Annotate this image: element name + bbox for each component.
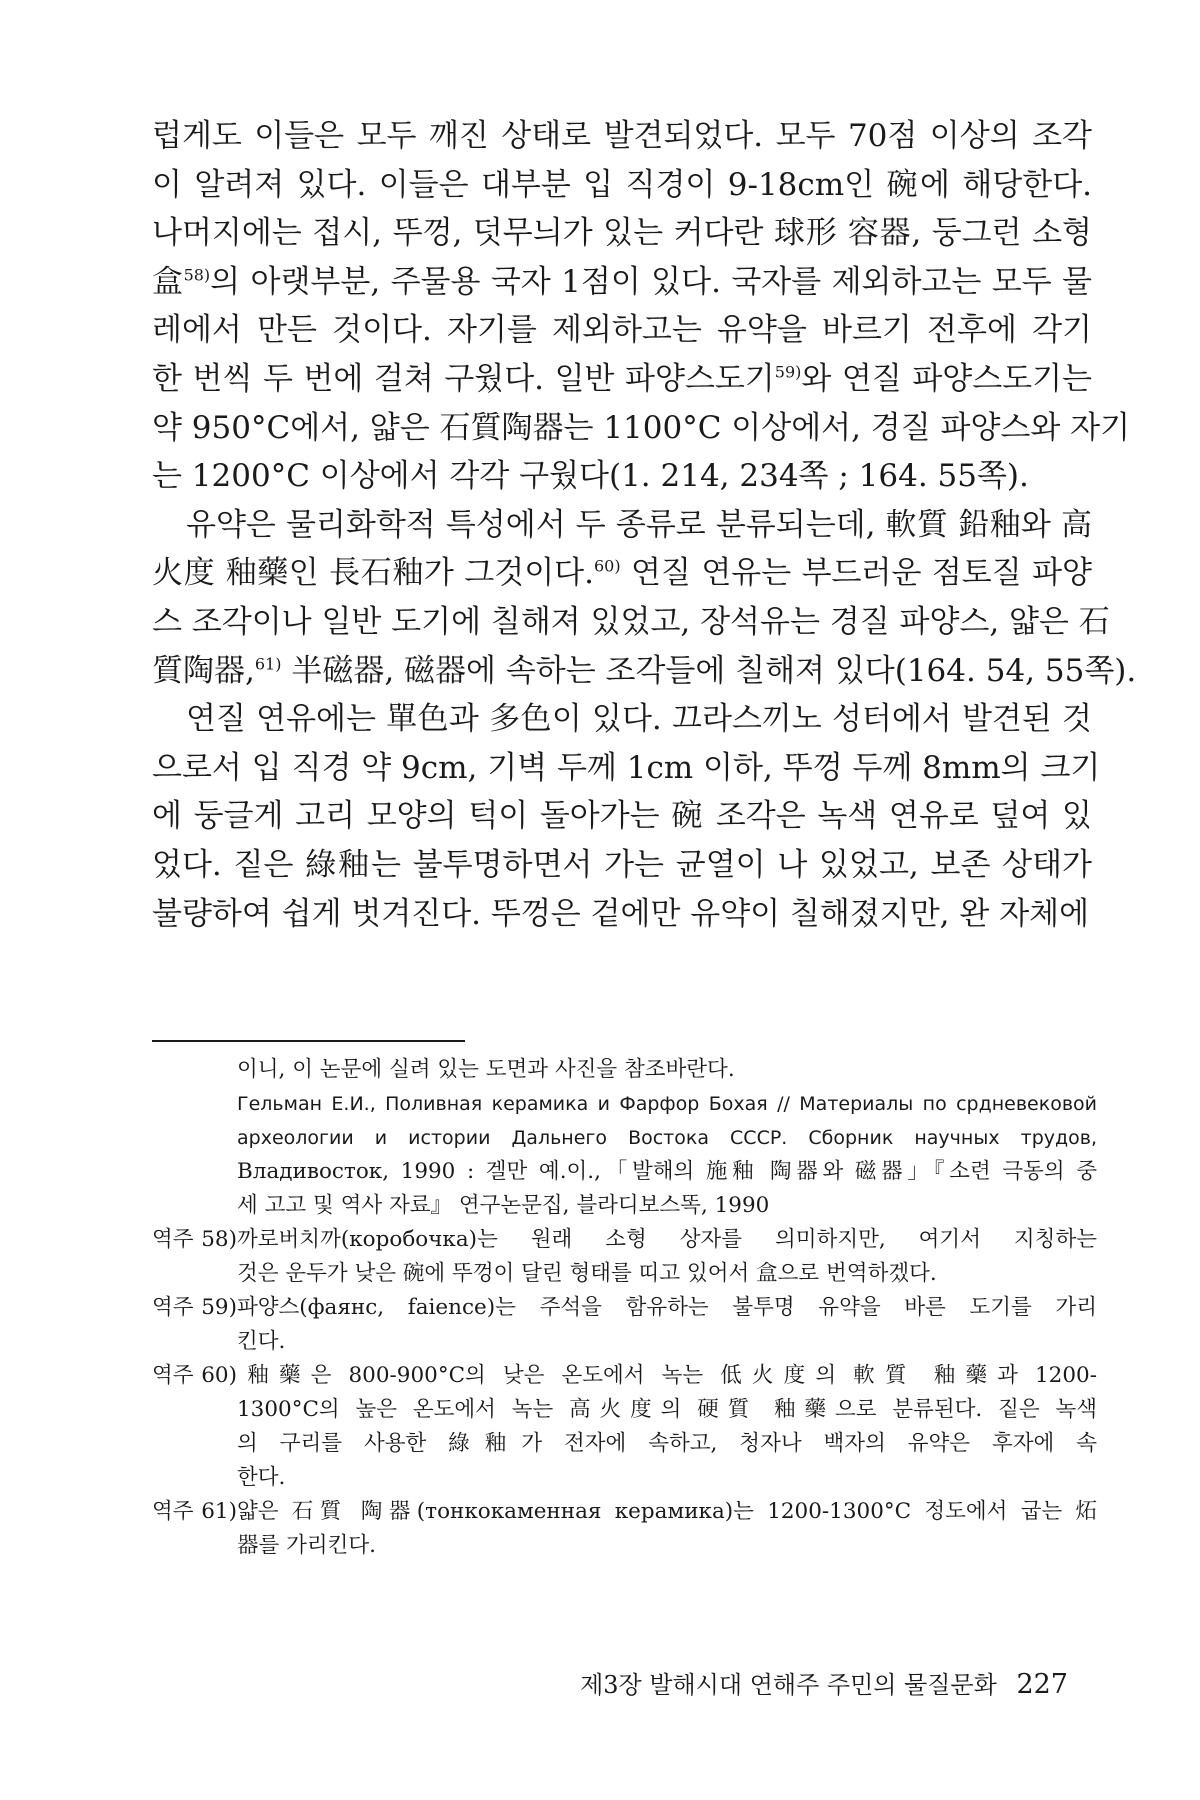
footnote-rule <box>152 1040 465 1042</box>
note-first-line <box>152 1495 1097 1529</box>
body-line <box>152 258 1092 307</box>
note-line: 1300°C의 높은 온도에서 녹는 高火度의 硬質 釉藥으로 분류된다. 짙은 녹색 <box>237 1397 1097 1422</box>
note-line: 의 구리를 사용한 綠釉가 전자에 속하고, 청자나 백자의 유약은 후자에 속 <box>237 1431 1097 1456</box>
translator-note <box>152 1495 1097 1563</box>
running-head: 제3장 발해시대 연해주 주민의 물질문화 <box>580 1671 997 1699</box>
body-text-segment: 火度 釉藥인 長石釉가 그것이다. <box>152 555 594 592</box>
note-label: 역주 59) <box>152 1295 237 1320</box>
note-text: 까로버치까(коробочка)는 원래 소형 상자를 의미하지만, 여기서 지칭하는 <box>237 1227 1097 1252</box>
body-line: 나머지에는 접시, 뚜껑, 덧무늬가 있는 커다란 球形 容器, 둥그런 소형 <box>152 215 1092 252</box>
page-footer <box>580 1665 1068 1700</box>
note-label: 역주 60) <box>152 1363 237 1388</box>
body-text-segment: 盒 <box>152 263 184 300</box>
note-text: 파양스(фаянс, faience)는 주석을 함유하는 불투명 유약을 바른 도기를 가리 <box>237 1295 1097 1320</box>
footnote-ref: 58) <box>183 265 211 285</box>
note-line: 器를 가리킨다. <box>237 1533 377 1558</box>
body-line: 유약은 물리화학적 특성에서 두 종류로 분류되는데, 軟質 鉛釉와 高 <box>186 506 1092 543</box>
body-line: 럽게도 이들은 모두 깨진 상태로 발견되었다. 모두 70점 이상의 조각 <box>152 118 1092 154</box>
body-text-segment: 半磁器, 磁器에 속하는 조각들에 칠해져 있다(164. 54, 55쪽). <box>281 652 1137 689</box>
page-number: 227 <box>1016 1669 1068 1700</box>
note-line: 한다. <box>237 1465 286 1490</box>
footnote-line: 세 고고 및 역사 자료』 연구논문집, 블라디보스똑, 1990 <box>237 1193 770 1218</box>
body-line: 이 알려져 있다. 이들은 대부분 입 직경이 9-18cm인 碗에 해당한다. <box>152 166 1092 203</box>
footnote-line: 이니, 이 논문에 실려 있는 도면과 사진을 참조바란다. <box>237 1057 735 1082</box>
footnote-line: археологии и истории Дальнего Востока СССР. Сборник научных трудов, <box>237 1127 1097 1149</box>
body-line: 스 조각이나 일반 도기에 칠해져 있었고, 장석유는 경질 파양스, 얇은 石 <box>152 603 1110 640</box>
body-text-segment: 와 연질 파양스도기는 <box>801 360 1092 397</box>
body-line: 연질 연유에는 單色과 多色이 있다. 끄라스끼노 성터에서 발견된 것 <box>186 701 1092 738</box>
body-text-segment: 의 아랫부분, 주물용 국자 1점이 있다. 국자를 제외하고는 모두 물 <box>210 263 1092 300</box>
footnote-ref: 59) <box>774 362 802 382</box>
note-line: 것은 운두가 낮은 碗에 뚜껑이 달린 형태를 띠고 있어서 盒으로 번역하겠다. <box>237 1261 937 1286</box>
body-text-segment: 한 번씩 두 번에 걸쳐 구웠다. 일반 파양스도기 <box>152 360 775 397</box>
note-first-line <box>152 1359 1097 1393</box>
note-first-line <box>152 1223 1097 1257</box>
note-text: 釉藥은 800-900°C의 낮은 온도에서 녹는 低火度의 軟質 釉藥과 1200- <box>237 1363 1097 1388</box>
body-line: 레에서 만든 것이다. 자기를 제외하고는 유약을 바르기 전후에 각기 <box>152 312 1092 349</box>
body-line: 는 1200°C 이상에서 각각 구웠다(1. 214, 234쪽 ; 164. 55쪽). <box>152 458 1029 495</box>
translator-note <box>152 1223 1097 1291</box>
footnotes <box>152 1053 1097 1563</box>
body-text-segment: 質陶器, <box>152 652 255 689</box>
note-first-line <box>152 1291 1097 1325</box>
body-text <box>152 112 1137 938</box>
footnote-ref: 60) <box>593 557 621 577</box>
note-label: 역주 61) <box>152 1499 237 1524</box>
body-line: 에 둥글게 고리 모양의 턱이 돌아가는 碗 조각은 녹색 연유로 덮여 있 <box>152 798 1092 835</box>
translator-note <box>152 1291 1097 1359</box>
body-paragraph <box>152 695 1101 938</box>
body-line: 약 950°C에서, 얇은 石質陶器는 1100°C 이상에서, 경질 파양스와 자기 <box>152 409 1131 446</box>
note-label: 역주 58) <box>152 1227 237 1252</box>
footnote-ref: 61) <box>254 654 282 674</box>
footnote-continuation <box>152 1053 1097 1223</box>
body-line: 었다. 짙은 綠釉는 불투명하면서 가는 균열이 나 있었고, 보존 상태가 <box>152 846 1092 883</box>
body-paragraph <box>152 112 1131 501</box>
body-paragraph <box>152 501 1137 695</box>
footnote-line: Гельман Е.И., Поливная керамика и Фарфор Бохая // Материалы по срдневековой <box>237 1093 1097 1115</box>
translator-note <box>152 1359 1097 1495</box>
note-text: 얇은 石質 陶器(тонкокаменная керамика)는 1200-1300°C 정도에서 굽는 炻 <box>237 1499 1097 1524</box>
body-line <box>152 647 1137 696</box>
note-line: 킨다. <box>237 1329 286 1354</box>
body-line: 불량하여 쉽게 벗겨진다. 뚜껑은 겉에만 유약이 칠해졌지만, 완 자체에 <box>152 895 1090 932</box>
body-line <box>152 355 1092 404</box>
body-text-segment: 연질 연유는 부드러운 점토질 파양 <box>620 555 1093 592</box>
footnote-line: Владивосток, 1990 : 겔만 예.이.,「발해의 施釉 陶器와 磁器」『소련 극동의 중 <box>237 1159 1097 1184</box>
body-line: 으로서 입 직경 약 9cm, 기벽 두께 1cm 이하, 뚜껑 두께 8mm의 크기 <box>152 749 1101 786</box>
body-line <box>152 549 1092 598</box>
